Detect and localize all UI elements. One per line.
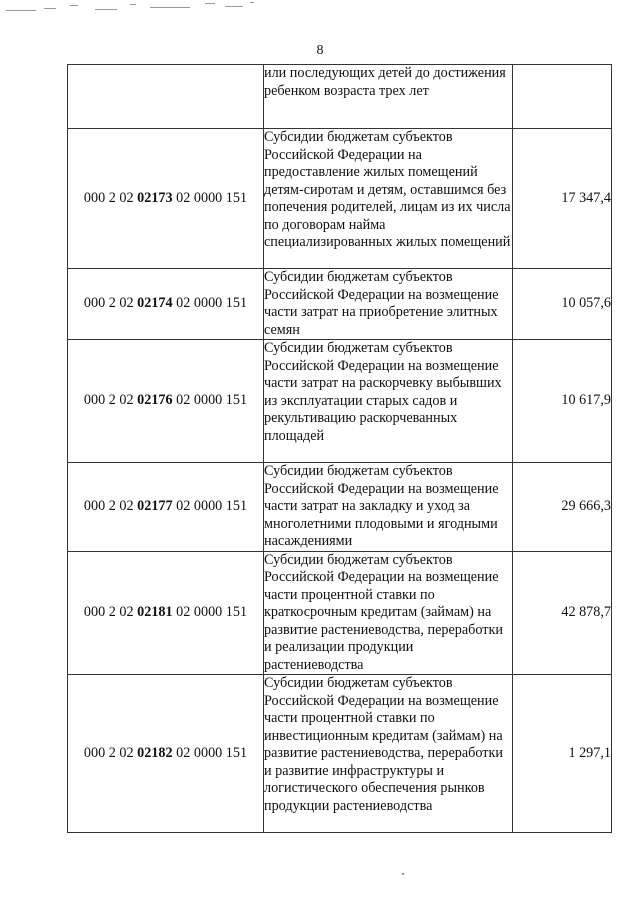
code-cell: 000 2 02 02173 02 0000 151 (68, 129, 264, 269)
table-row (68, 675, 612, 833)
code-cell: 000 2 02 02174 02 0000 151 (68, 269, 264, 340)
page-number: 8 (316, 43, 324, 58)
table-row (68, 269, 612, 340)
description-cell: Субсидии бюджетам субъектов Российской Федерации на возмещение части затрат на закладку и уход за многолетними плодовыми и ягодными насаждениями (264, 463, 513, 552)
amount-cell: 1 297,1 (513, 675, 612, 833)
amount-cell: 10 057,6 (513, 269, 612, 340)
amount-cell (513, 65, 612, 129)
scan-artifact (0, 0, 640, 20)
amount-cell: 42 878,7 (513, 551, 612, 675)
code-cell: 000 2 02 02182 02 0000 151 (68, 675, 264, 833)
scan-speck (402, 873, 404, 875)
code-cell: 000 2 02 02176 02 0000 151 (68, 340, 264, 463)
table-row (68, 65, 612, 129)
table-row (68, 463, 612, 552)
description-cell: Субсидии бюджетам субъектов Российской Федерации на предоставление жилых помещений детям-сиротам и детям, оставшимся без попечения родителей, лицам из их числа по договорам найма специализированных жилых помещений (264, 129, 513, 269)
amount-cell: 17 347,4 (513, 129, 612, 269)
table-row (68, 340, 612, 463)
table-row (68, 551, 612, 675)
code-cell: 000 2 02 02181 02 0000 151 (68, 551, 264, 675)
budget-table (67, 64, 612, 833)
description-cell: Субсидии бюджетам субъектов Российской Федерации на возмещение части процентной ставки по краткосрочным кредитам (займам) на развитие растениеводства, переработки и реализации продукции растениеводства (264, 551, 513, 675)
description-cell: Субсидии бюджетам субъектов Российской Федерации на возмещение части затрат на раскорчевку выбывших из эксплуатации старых садов и рекультивацию раскорчеванных площадей (264, 340, 513, 463)
table-row (68, 129, 612, 269)
description-cell: Субсидии бюджетам субъектов Российской Федерации на возмещение части процентной ставки по инвестиционным кредитам (займам) на развитие растениеводства, переработки и развитие инфраструктуры и логистического обеспечения рынков продукции растениеводства (264, 675, 513, 833)
code-cell (68, 65, 264, 129)
amount-cell: 10 617,9 (513, 340, 612, 463)
code-cell: 000 2 02 02177 02 0000 151 (68, 463, 264, 552)
description-cell: Субсидии бюджетам субъектов Российской Федерации на возмещение части затрат на приобретение элитных семян (264, 269, 513, 340)
amount-cell: 29 666,3 (513, 463, 612, 552)
description-cell: или последующих детей до достижения ребенком возраста трех лет (264, 65, 513, 129)
